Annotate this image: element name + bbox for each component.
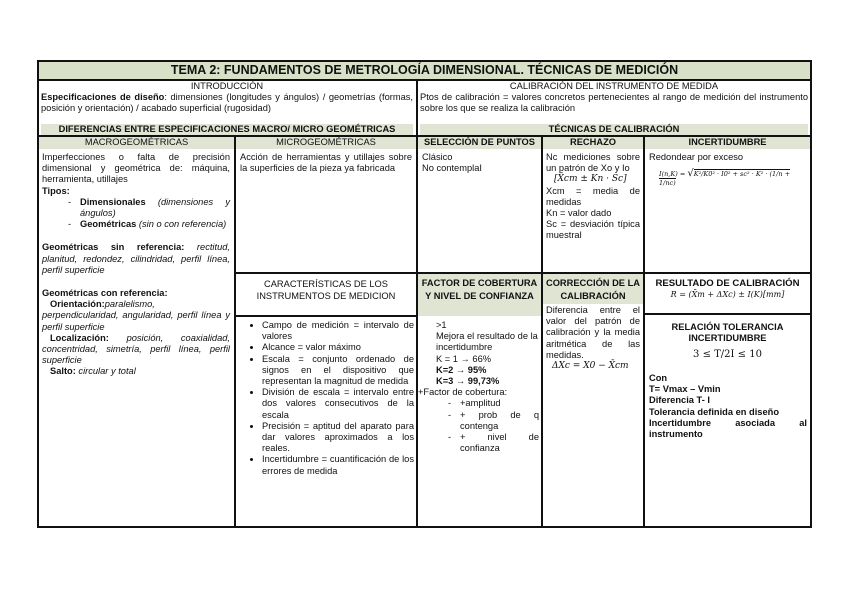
seleccion-section [422,152,538,174]
macro-tipo-2: Geométricas [80,219,137,230]
incert-section: Redondear por exceso I(n,K) = √K²/K0² · I0² + sc² · K² · (1/n + 1/nc) [649,152,807,188]
rechazo-heading: RECHAZO [543,137,643,149]
orient-text: paralelismo, perpendicularidad, angularidad, perfil línea y perfil superficie [42,299,230,332]
divider [234,272,416,274]
macro-tipos: Tipos: [42,185,70,196]
relacion-line-2: Diferencia T- I [649,395,710,406]
factor-line-2: Mejora el resultado de la incertidumbre [436,331,538,353]
macro-section [42,152,230,378]
intro-subheading: DIFERENCIAS ENTRE ESPECIFICACIONES MACRO/ MICRO GEOMÉTRICAS [41,124,413,135]
resultado-formula: R = (X̄m + ΔXc) ± I(K)[mm] [670,290,785,299]
macro-intro: Imperfecciones o falta de precisión dimensional y geométrica de: máquina, herramienta, utillajes [42,152,230,185]
calibration-text: Ptos de calibración = valores concretos pertenecientes al rango de medición del instrumento sobre los que se realiza la calibración [420,92,808,114]
factor-line-5: K=3 → 99,73% [436,376,500,387]
relacion-con: Con [649,373,668,383]
local-text: posición, coaxialidad, concentridad, simetría, perfil línea, perfil superficie [42,332,230,366]
correccion-text: Diferencia entre el valor del patrón de calibración y la media aritmética de las medidas. [546,305,640,360]
incert-formula-lhs: I(n,K) = [659,170,686,179]
relacion-section [649,373,807,440]
caract-heading: CARACTERÍSTICAS DE LOS INSTRUMENTOS DE MEDICION [256,279,396,301]
divider [541,135,543,528]
caract-item: • Alcance = valor máximo [262,342,414,353]
rechazo-text-2: Xcm = media de medidas [546,185,640,207]
relacion-line-3: Tolerancia definida en diseño [649,406,780,417]
micro-text: Acción de herramientas y utillajes sobre la superficies de la pieza ya fabricada [240,152,412,174]
calibration-subheading: TÉCNICAS DE CALIBRACIÓN [420,124,808,135]
correccion-formula: ΔXc = X0 − X̄cm [552,361,629,372]
factor-line-3: K = 1 → 66% [436,353,492,364]
salto-text: circular y total [78,366,136,377]
calibration-section [420,81,808,115]
seleccion-line-1: Clásico [422,152,453,162]
macro-tipo-2-desc: (sin o con referencia) [138,219,227,230]
caract-list [238,320,414,477]
factor-section [418,320,539,454]
intro-text: : dimensiones (longitudes y ángulos) / geometrías (formas, posición y orientación) / acabado superficial (rugosidad) [41,92,413,114]
rechazo-text-1: Nc mediciones sobre un patrón de Xo y Io [546,152,640,174]
macro-tipo-1: Dimensionales [80,196,146,207]
relacion-line-4: Incertidumbre asociada al instrumento [649,417,807,440]
caract-item: • Incertidumbre = cuantificación de los errores de medida [262,454,414,476]
seleccion-heading: SELECCIÓN DE PUNTOS [418,137,541,149]
divider [643,135,645,528]
factor-line-4: K=2 → 95% [436,364,487,375]
con-ref-label: Geométricas con referencia: [42,288,168,299]
correccion-section [546,305,640,372]
macro-tipo-1-desc: (dimensiones y ángulos) [80,196,230,219]
rechazo-text-4: Sc = desviación típica muestral [546,219,640,241]
rechazo-text-3: Kn = valor dado [546,208,612,219]
factor-sub-2: - + prob de q contenga [460,410,539,432]
caract-item: • Escala = conjunto ordenado de signos en el dispositivo que representan la magnitud de medida [262,354,414,388]
calibration-heading: CALIBRACIÓN DEL INSTRUMENTO DE MEDIDA [509,81,719,91]
divider [234,135,236,528]
caract-item: • División de escala = intervalo entre dos valores consecutivos de la escala [262,387,414,421]
local-label: Localización: [50,332,109,343]
resultado-heading: RESULTADO DE CALIBRACIÓN [655,278,800,289]
incert-formula-rhs: K²/K0² · I0² + sc² · K² · (1/n + 1/nc) [659,170,791,188]
orient-label: Orientación: [50,299,105,310]
factor-sub-3: - + nivel de confianza [460,432,539,454]
correccion-heading: CORRECCIÓN DE LA CALIBRACIÓN [543,274,643,304]
salto-label: Salto: [50,366,76,377]
macro-heading: MACROGEOMÉTRICAS [39,137,234,149]
seleccion-line-2: No contemplaI [422,163,482,174]
factor-sub-1: - +amplitud [460,398,539,409]
factor-line-1: >1 [436,320,447,330]
intro-heading: INTRODUCCIÓN [190,81,264,91]
divider [643,313,812,315]
rechazo-section [546,152,640,242]
factor-heading: FACTOR DE COBERTURA Y NIVEL DE CONFIANZA [418,274,541,316]
page-title: TEMA 2: FUNDAMENTOS DE METROLOGÍA DIMENSIONAL. TÉCNICAS DE MEDICIÓN [39,62,810,79]
caract-item: • Precisión = aptitud del aparato para dar valores aproximados a los reales. [262,421,414,455]
micro-heading: MICROGEOMÉTRICAS [236,137,416,149]
intro-label: Especificaciones de diseño [41,92,165,103]
factor-line-6: +Factor de cobertura: [418,387,508,398]
relacion-line-1: T= Vmax – Vmin [649,384,721,395]
rechazo-formula: [X̄cm ± Kn · Sc] [554,174,627,185]
intro-section [41,81,413,115]
sin-ref-text: rectitud, planitud, redondez, cilindridad, perfil línea, perfil superficie [42,242,230,275]
incert-text: Redondear por exceso [649,152,744,162]
caract-item: • Campo de medición = intervalo de valores [262,320,414,342]
incert-heading: INCERTIDUMBRE [645,137,810,149]
relacion-heading: RELACIÓN TOLERANCIA INCERTIDUMBRE [671,322,784,344]
divider [234,315,416,317]
relacion-formula: 3 ≤ T/2I ≤ 10 [693,349,762,360]
sin-ref-label: Geométricas sin referencia: [42,242,185,253]
